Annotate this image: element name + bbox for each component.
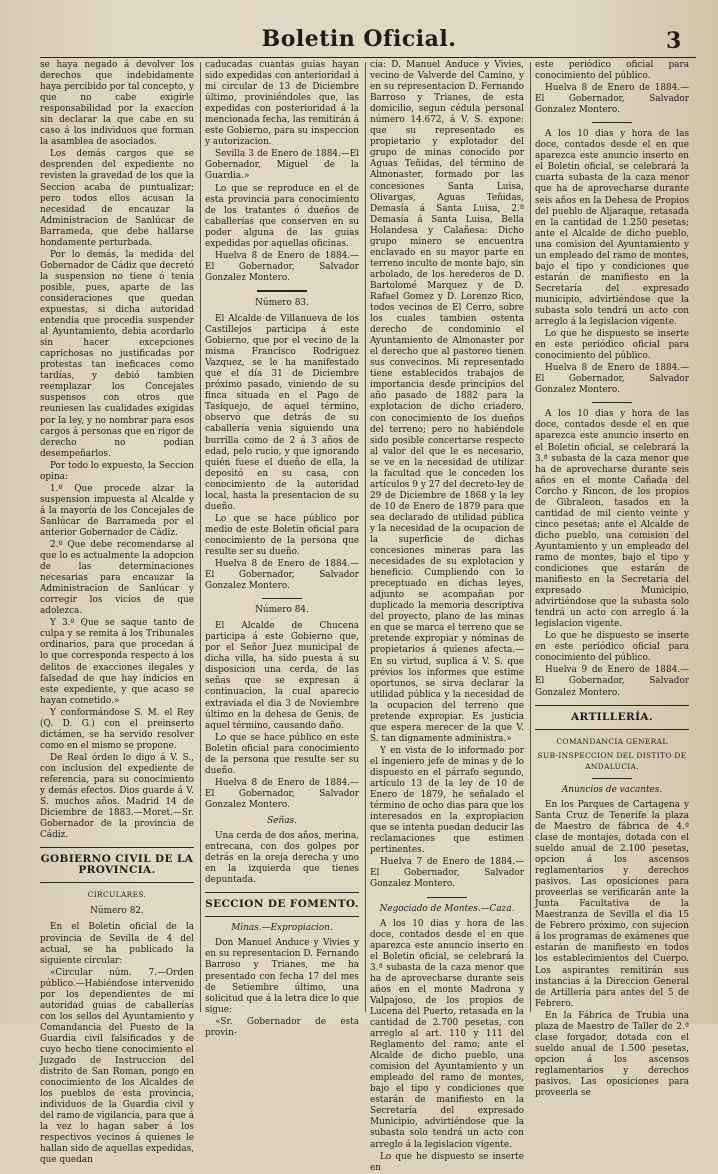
- paragraph: Y conformándose S. M. el Rey (Q. D. G.) con el preinserto dictámen, se ha servido resolver como en el mismo se propone.: [40, 707, 194, 751]
- notice-divider: [592, 402, 632, 403]
- paragraph: Por todo lo expuesto, la Seccion opina:: [40, 460, 194, 482]
- paragraph: El Alcalde de Chucena participa á este Gobierno que, por el Señor Juez municipal de dicha villa, ha sido puesta á su disposicion una cerda, de las señas que se expresan á continuacion, la cual aparecio extraviada el dia 3 de Noviembre último en la dehesa de Genis, de aquel término, causando daño.: [205, 621, 359, 731]
- signature: Huelva 8 de Enero de 1884.—El Gobernador, Salvador Gonzalez Montero.: [535, 363, 689, 396]
- newspaper-title: Boletin Oficial.: [261, 26, 457, 52]
- subheading: CIRCULARES.: [87, 890, 147, 900]
- paragraph: En los Parques de Cartagena y Santa Cruz de Tenerife la plaza de Maestro de fábrica de 4.ª clase de montajes, dotada con el sueldo anual de 2.100 pesetas, opcion á los ascensos reglamentarios y derechos pasivos. Las oposiciones para proveerlas se verificarán ante la Junta Facultativa de la Maestranza de Sevilla el dia 15 de Febrero próximo, con sujecion á los programas de exámenes que estarán de manifiesto en todos los establecimientos del Cuerpo. Los aspirantes remitirán sus instancias á la Direccion General de Artillería para antes del 5 de Febrero.: [535, 799, 689, 1009]
- section-rule: [205, 916, 359, 917]
- paragraph: Lo que se hace público en este Boletin oficial para conocimiento de la persona que resulte ser su dueño.: [205, 732, 359, 776]
- section-heading: GOBIERNO CIVIL DE LA PROVINCIA.: [40, 853, 194, 877]
- paragraph: A los 10 dias y hora de las doce, contados desde el en que aparezca este anuncio inserto en el Boletin oficial, se celebrará la 3.ª subasta de la caza menor que ha de aprovecharse durante seis años en el monte Madrona y Valpajoso, de los propios de Lucena del Puerto, retasada en la cantidad de 2.700 pesetas, con arreglo al art. 110 y 111 del Reglamento del ramo; ante el Alcalde de dicho pueblo, una comision del Ayuntamiento y un empleado del ramo de montes, bajo el tipo y condiciones que estarán de manifiesto en la Secretaría del expresado Municipio, advirtiéndose que la subasta solo tendrá un acto con arreglo á la legislacion vigente.: [370, 918, 524, 1150]
- paragraph: cia: D. Manuel Anduce y Vivies, vecino de Valverde del Camino, y en su representacion D. Fernando Barroso y Trianes, de esta domicilio, segun cédula personal número 14.672, á V. S. expone: que su representado es propietario y explotador del grupo de minas conocido por Aguas Teñidas, del término de Almonaster, formado por las concesiones Santa Luisa, Olivargas, Aguas Teñidas, Demasía á Santa Luisa, 2.ª Demasía á Santa Luisa, Bella Holandesa y Calañesa: Dicho grupo minero se encuentra enclavado en su mayor parte en terreno inculto de monte bajo, sin arbolado, de los herederos de D. Bartolomé Marquez y de D. Rafael Gomez y D. Lorenzo Rico, todos vecinos de El Cerro, sobre los cuales tambien ostenta derecho de condominio el Ayuntamiento de Almonaster por el derecho que al pastoreo tienen sus convecinos. Mi representado tiene establecidos trabajos de importancia desde principios del año pasado de 1882 para la explotacion de dicho criadero, con conocimiento de los dueños del terreno; pero no habiéndole sido posible concertarse respecto al valor del que le es necesario, se ve en la necesidad de utilizar la facultad que le conceden los artículos 9 y 27 del decreto-ley de 29 de Diciembre de 1868 y la ley de 10 de Enero de 1879 para que sea declarado de utilidad pública y la necesidad de la ocupacion de la superficie de dichas concesiones mineras para las necesidades de su explotacion y beneficio. Cumpliendo con lo preceptuado en dichas leyes, adjunto se acompañan por duplicado la memoria descriptiva del proyecto, plano de las minas en que se marca el terreno que se pretende expropiar y nóminas de propietarios á quienes afecta.—En su virtud, suplica á V. S. que prévios los informes que estime oportunos, se sirva declarar la utilidad pública y la necesidad de la ocupacion del terreno que pretende expropiar. Es justicia que espera merecer de la que V. S. tan dignamente administra.»: [370, 60, 524, 744]
- paragraph: Y 3.º Que se saque tanto de culpa y se remita á los Tribunales ordinarios, para que procedan á lo que corresponda respecto á los delitos de exacciones ilegales y falsedad de que hay indicios en este expediente, y que acaso se hayan cometido.»: [40, 618, 194, 706]
- paragraph: Y en vista de lo informado por el ingeniero jefe de minas y de lo dispuesto en el párrafo segundo, artículo 13 de la ley de 10 de Enero de 1879, he señalado el término de ocho dias para que los interesados en la expropiacion que se intenta puedan deducir las reclamaciones que estimen pertinentes.: [370, 745, 524, 856]
- masthead: [0, 0, 718, 62]
- column-divider: [530, 62, 531, 1012]
- paragraph: En la Fábrica de Trubia una plaza de Maestro de Taller de 2.ª clase forgador, dotada con el sueldo anual de 1.500 pesetas, opcion á los ascensos reglamentarios y derechos pasivos. Las oposiciones para proveerla se: [535, 1010, 689, 1099]
- notice-divider: [257, 290, 307, 292]
- signature: Huelva 8 de Enero de 1884.—El Gobernador, Salvador Gonzalez Montero.: [205, 250, 359, 283]
- paragraph: Lo que se hace público por medio de este Boletin oficial para conocimiento de la persona que resulte ser su dueño.: [205, 513, 359, 557]
- paragraph: «Circular núm. 7.—Orden público.—Habiéndose intervenido por los dependientes de mi autoridad guias de caballerías con los sellos del Ayuntamiento y Comandancia del Puesto de la Guardia civil falsificados y de cuyo hecho tiene conocimiento el Juzgado de Instruccion del distrito de San Roman, pongo en conocimiento de los Alcaldes de los pueblos de esta provincia, individuos de la Guardia civil y del ramo de vigilancia, para que á la vez lo hagan saber á los respectivos vecinos á quienes le hallan sido de aquellas expedidas, que quedan: [40, 967, 194, 1166]
- paragraph: Por lo demás, la medida del Gobernador de Cádiz que decretó la suspension no tiene ó tenia posible, pues, aparte de las consideraciones que quedan expuestas, si dicha autoridad entendia que procedia suspender al Ayuntamiento, debia acordarlo sin hacer excepciones caprichosas no justificadas por protestas tan ineficaces como tardías, y debió tambien reemplazar los Concejales suspensos con otros que reuniesen las cualidades exigidas por la ley, y no nombrar para esos cargos á personas que en rigor de derecho no podian desempeñarlos.: [40, 249, 194, 459]
- paragraph: 2.º Que debe recomendarse al que lo es actualmente la adopcion de las determinaciones necesarias para encauzar la Administracion de Sanlúcar y corregir los vicios de que adolezca.: [40, 540, 194, 617]
- signature: Huelva 9 de Enero de 1884.—El Gobernador, Salvador Gonzalez Montero.: [535, 665, 689, 698]
- subheading: Negociado de Montes.—Caza.: [379, 903, 515, 914]
- subheading: COMANDANCIA GENERAL: [556, 736, 668, 746]
- paragraph: En el Boletin oficial de la provincia de Sevilla de 4 del actual, se ha publicado la siguiente circular:: [40, 922, 194, 966]
- paragraph: Lo que he dispuesto se inserte en este periódico oficial para conocimiento del público.: [535, 329, 689, 362]
- paragraph: Lo que se reproduce en el de esta provincia para conocimiento de los tratantes ó dueños de caballerías que conserven en su poder alguna de las guias expedidas por aquellas oficinas.: [205, 183, 359, 249]
- section-heading: ARTILLERÍA.: [570, 710, 654, 723]
- column-4: [535, 60, 689, 1099]
- paragraph: Los demás cargos que se desprenden del expediente no revisten la gravedad de los que la Seccion acaba de puntualizar; pero todos ellos acusan la necesidad de encauzar la Administracion de Sanlúcar de Barrameda, que debe halIarse hondamente perturbada.: [40, 149, 194, 248]
- notice-number: Número 82.: [90, 906, 144, 917]
- signature: Huelva 8 de Enero de 1884.—El Gobernador, Salvador Gonzalez Montero.: [535, 83, 689, 116]
- paragraph: 1.º Que procede alzar la suspension impuesta al Alcalde y á la mayoría de los Concejales de Sanlúcar de Barrameda por el anterior Gobernador de Cádiz.: [40, 483, 194, 538]
- paragraph: A los 10 dias y hora de las doce, contados desde el en que aparezca este anuncio inserto en el Boletin oficial, se celebrará la 3.ª subasta de la caza menor que ha de aprovecharse durante seis años en el monte Cañada del Corcho y Rincon, de los propios de Gibraleon, tasados en la cantidad de mil ciento veinte y cinco pesetas; ante el Alcalde de dicho pueblo, una comision del Ayuntamiento y un empleado del ramo de montes, bajo el tipo y condiciones que estarán de manifiesto en la Secretaría del expresado Municipio, advirtiéndose que la subasta solo tendrá un acto con arreglo á la legislacion vigente.: [535, 409, 689, 630]
- paragraph: «Sr. Gobernador de esta provin-: [205, 1016, 359, 1038]
- signature: Huelva 8 de Enero de 1884.—El Gobernador, Salvador Gonzalez Montero.: [205, 559, 359, 592]
- section-rule: [535, 729, 689, 730]
- column-divider: [200, 62, 201, 1012]
- column-2: [205, 60, 359, 1038]
- column-divider: [365, 62, 366, 1012]
- subheading: Minas.—Expropiacion.: [231, 923, 333, 934]
- section-heading: SECCION DE FOMENTO.: [205, 898, 359, 911]
- subheading: Anuncios de vacantes.: [561, 784, 663, 795]
- section-rule: [40, 882, 194, 883]
- paragraph: caducadas cuantas guias hayan sido expedidas con anterioridad á mi circular de 13 de Diciembre último, proviniéndoles que, las expedidas con posterioridad á la mencionada fecha, las remitirán á este Gobierno, para su inspeccion y autorizacion.: [205, 60, 359, 148]
- masthead-rule: [40, 57, 696, 58]
- paragraph: Lo que he dispuesto se inserte en este periódico oficial para conocimiento del público.: [535, 631, 689, 664]
- signature: Sevilla 3 de Enero de 1884.—El Gobernador, Miguel de la Guardia.»: [205, 149, 359, 182]
- notice-number: Número 83.: [255, 297, 309, 308]
- paragraph: A los 10 dias y hora de las doce, contados desde el en que aparezca este anuncio inserto en el Boletin oficial, se celebrará la cuarta subasta de la caza menor que ha de aprovecharse durante seis años en la Dehesa de Propios del pueblo de Aljaraque, retasada en la cantidad de 1.250 pesetas; ante el Alcalde de dicho pueblo, una comision del Ayuntamiento y un empleado del ramo de montes, bajo el tipo y condiciones que estarán de manifiesto en la Secretaría del expresado municipio, advirtiéndose que la subasta solo tendrá un acto con arreglo á la legislacion vigente.: [535, 129, 689, 328]
- paragraph: Don Manuel Anduce y Vivies y en su representacion D. Fernando Barroso y Trianes, me ha presentado con fecha 17 del mes de Setiembre último, una solicitud que á la letra dice lo que sigue:: [205, 938, 359, 1015]
- paragraph: El Alcalde de Villanueva de los Castillejos participa á este Gobierno, que por el vecino de la misma Francisco Rodriguez Vazquez, se le ha manifestado que el día 31 de Diciembre próximo pasado, viniendo de su finca situada en el Pago de Tasiquejo, de aquel término, observó que detrás de su caballería venia siguiendo una burrilla como de 2 á 3 años de edad, pelo rucio, y que ignorando quién fuese el dueño de ella, la depositó en su casa, con conocimiento de la autoridad local, hasta la presentacion de su dueño.: [205, 313, 359, 512]
- column-1: [40, 60, 194, 1166]
- section-rule: [205, 892, 359, 893]
- subheading: SUB-INSPECCION DEL DISTITO DE ANDALUCIA.: [537, 750, 687, 771]
- notice-divider: [427, 897, 467, 898]
- signature: Huelva 7 de Enero de 1884.—El Gobernador, Salvador Gonzalez Montero.: [370, 857, 524, 890]
- signature: Huelva 8 de Enero de 1884.—El Gobernador, Salvador Gonzalez Montero.: [205, 777, 359, 810]
- notice-divider: [262, 598, 302, 599]
- paragraph: este periódico oficial para conocimiento del público.: [535, 60, 689, 82]
- page-number: 3: [666, 28, 682, 54]
- paragraph: De Real órden lo digo á V. S., con inclusion del expediente de referencia, para su conocimiento y demás efectos. Dios guarde á V. S. muchos años. Madrid 14 de Diciembre de 1883.—Moret.—Sr. Gobernador de la provincia de Cádiz.: [40, 752, 194, 841]
- column-3: [370, 60, 524, 1173]
- notice-divider: [592, 122, 632, 123]
- subheading: Señas.: [267, 816, 297, 826]
- paragraph: se haya negado á devolver los derechos que indebidamente haya percibido por tal concepto, y que no cabe exigirle responsabilidad por la exaccion sin declarar la que cabe en su caso á los individuos que forman la asamblea de asociados.: [40, 60, 194, 148]
- section-rule: [40, 847, 194, 848]
- notice-divider: [592, 778, 632, 779]
- section-rule: [535, 705, 689, 706]
- paragraph: Lo que he dispuesto se inserte en: [370, 1151, 524, 1173]
- paragraph: Una cerda de dos años, merina, entrecana, con dos golpes por detrás en la oreja derecha y uno en la izquierda que tienes depuntada.: [205, 831, 359, 886]
- notice-number: Número 84.: [255, 605, 309, 616]
